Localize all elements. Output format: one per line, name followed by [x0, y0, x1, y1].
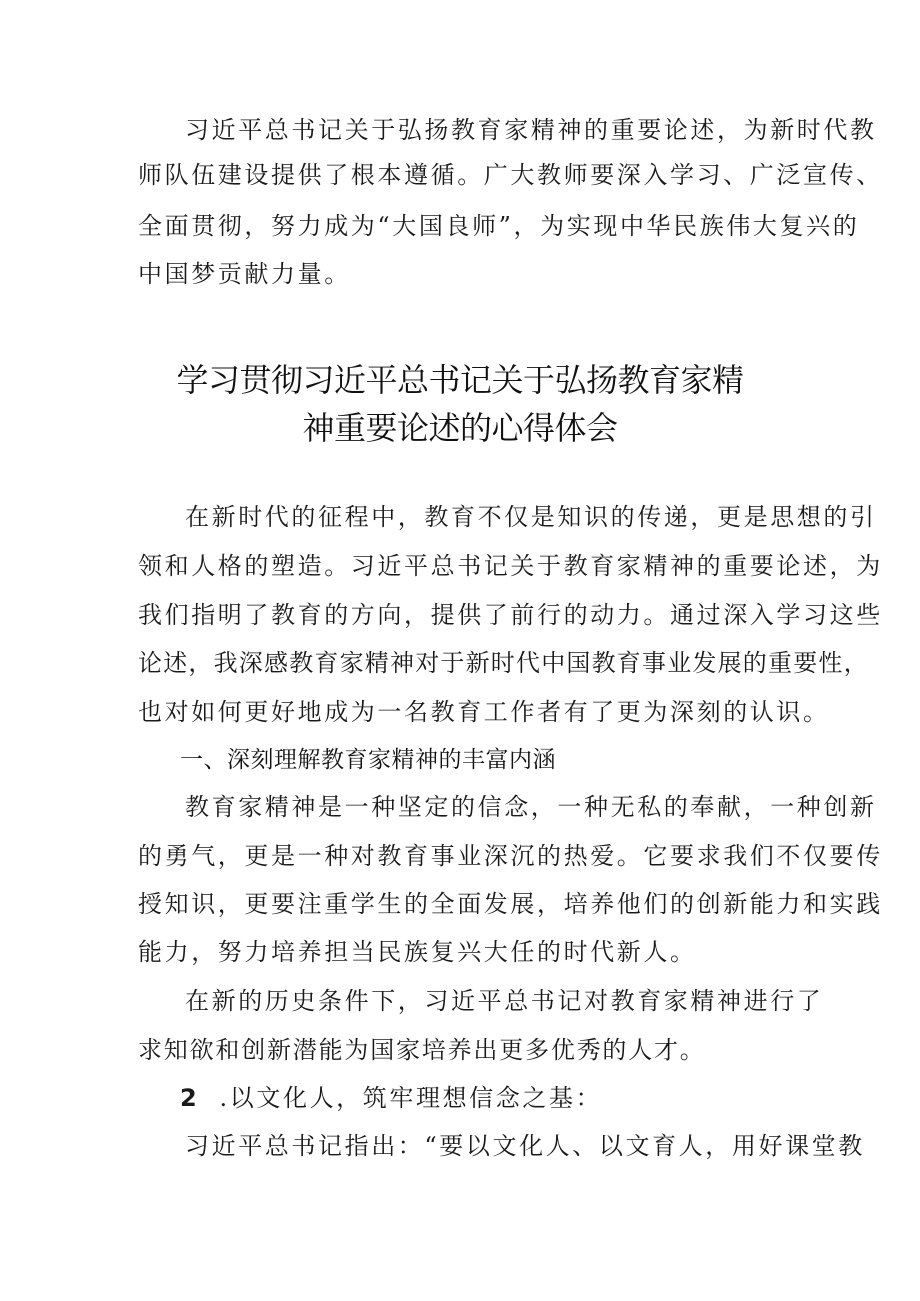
para1-line-2: 领和人格的塑造。习近平总书记关于教育家精神的重要论述，为 [138, 552, 883, 580]
para2-line-2: 的勇气，更是一种对教育事业深沉的热爱。它要求我们不仅要传 [138, 842, 883, 870]
intro-line-3: 全面贯彻，努力成为“大国良师”，为实现中华民族伟大复兴的 [138, 212, 860, 240]
para2-line-3: 授知识，更要注重学生的全面发展，培养他们的创新能力和实践 [138, 890, 883, 918]
para1-line-5: 也对如何更好地成为一名教育工作者有了更为深刻的认识。 [138, 698, 830, 726]
intro-line-1: 习近平总书记关于弘扬教育家精神的重要论述，为新时代教 [185, 116, 877, 144]
list-item-text: .以文化人，筑牢理想信念之基： [219, 1084, 603, 1112]
list-item-2 [180, 1083, 602, 1113]
para1-line-4: 论述，我深感教育家精神对于新时代中国教育事业发展的重要性， [138, 649, 869, 677]
para3-line-2: 求知欲和创新潜能为国家培养出更多优秀的人才。 [138, 1036, 706, 1064]
intro-line-4: 中国梦贡献力量。 [138, 260, 351, 288]
para1-line-3: 我们指明了教育的方向，提供了前行的动力。通过深入学习这些 [138, 601, 883, 629]
para1-line-1: 在新时代的征程中，教育不仅是知识的传递，更是思想的引 [185, 503, 877, 531]
section-heading-1: 一、深刻理解教育家精神的丰富内涵 [180, 747, 556, 773]
para2-line-4: 能力，努力培养担当民族复兴大任的时代新人。 [138, 938, 697, 966]
intro-line-2: 师队伍建设提供了根本遵循。广大教师要深入学习、广泛宣传、 [138, 161, 883, 189]
para2-line-1: 教育家精神是一种坚定的信念，一种无私的奉献，一种创新 [185, 793, 877, 821]
list-item-number: 2 [180, 1084, 200, 1112]
document-title-line-2: 神重要论述的心得体会 [302, 409, 618, 447]
para4-line-1: 习近平总书记指出：“要以文化人、以文育人，用好课堂教 [185, 1132, 865, 1160]
document-title-line-1: 学习贯彻习近平总书记关于弘扬教育家精 [176, 361, 744, 399]
para3-line-1: 在新的历史条件下，习近平总书记对教育家精神进行了 [185, 987, 824, 1015]
